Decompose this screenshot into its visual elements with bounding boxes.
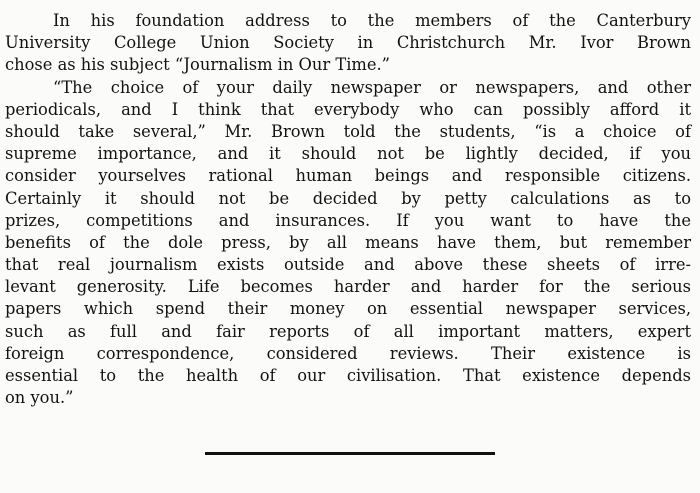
text-line: consider yourselves rational human beings and responsible citizens. bbox=[5, 166, 691, 186]
text-line: foreign correspondence, considered reviews. Their existence is bbox=[5, 343, 691, 363]
text-line: should take several,” Mr. Brown told the students, “is a choice of bbox=[5, 121, 691, 141]
article-text bbox=[5, 10, 691, 409]
paragraph-2 bbox=[5, 77, 691, 410]
text-line: supreme importance, and it should not be lightly decided, if you bbox=[5, 144, 691, 164]
text-line: University College Union Society in Christchurch Mr. Ivor Brown bbox=[5, 33, 691, 53]
text-line: prizes, competitions and insurances. If you want to have the bbox=[5, 210, 691, 230]
text-line: periodicals, and I think that everybody who can possibly afford it bbox=[5, 99, 691, 119]
text-line: levant generosity. Life becomes harder and harder for the serious bbox=[5, 277, 691, 297]
section-divider-rule bbox=[205, 452, 495, 455]
text-line: benefits of the dole press, by all means have them, but remember bbox=[5, 232, 691, 252]
text-line: on you.” bbox=[5, 388, 74, 408]
text-line: “The choice of your daily newspaper or newspapers, and other bbox=[53, 77, 691, 97]
text-line: that real journalism exists outside and above these sheets of irre- bbox=[5, 255, 691, 275]
text-line: In his foundation address to the members of the Canterbury bbox=[53, 11, 691, 30]
text-line: chose as his subject “Journalism in Our Time.” bbox=[5, 55, 390, 75]
text-line: Certainly it should not be decided by petty calculations as to bbox=[5, 188, 691, 208]
text-line: such as full and fair reports of all important matters, expert bbox=[5, 321, 691, 341]
paragraph-1 bbox=[5, 10, 691, 77]
text-line: papers which spend their money on essential newspaper services, bbox=[5, 299, 691, 319]
text-line: essential to the health of our civilisation. That existence depends bbox=[5, 366, 691, 385]
